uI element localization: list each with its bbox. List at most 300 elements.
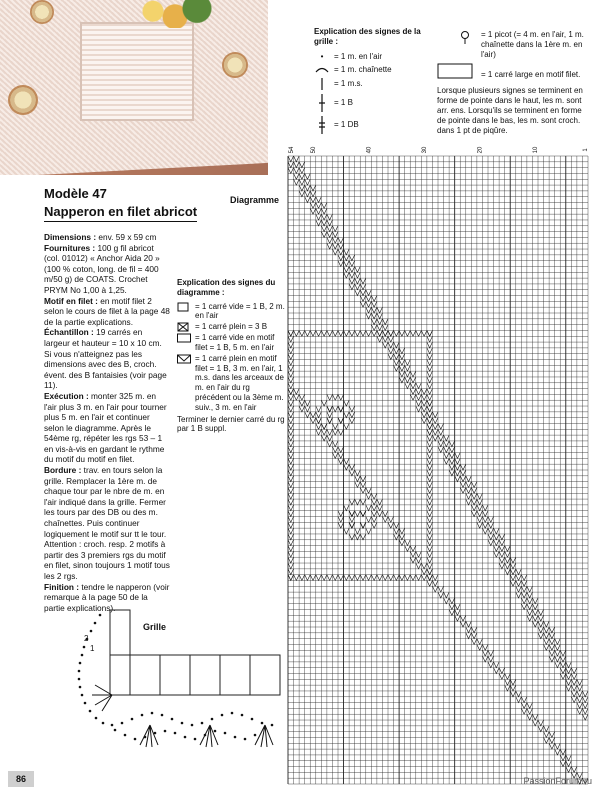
column-label: 20 [477, 146, 484, 154]
filled-cell-mark [405, 365, 411, 371]
filled-cell-mark [366, 296, 372, 302]
filled-cell-mark [332, 232, 338, 238]
filled-cell-mark [327, 394, 333, 400]
instruction-label: Dimensions : [44, 232, 97, 242]
filled-cell-mark [477, 639, 483, 645]
filled-cell-mark [371, 313, 377, 319]
filled-cell-mark [360, 482, 366, 488]
napperon-photo [0, 0, 268, 175]
filled-cell-mark [432, 580, 438, 586]
filled-cell-mark [466, 493, 472, 499]
filled-cell-mark [488, 662, 494, 668]
filled-cell-mark [521, 598, 527, 604]
filled-cell-mark [332, 249, 338, 255]
filled-cell-mark [288, 389, 294, 395]
filled-cell-mark [355, 528, 361, 534]
wide-empty-rect-icon [177, 333, 191, 343]
legend-text: = 1 picot (= 4 m. en l'air, 1 m. chaînette dans la 1ère m. en l'air) [481, 30, 584, 59]
filled-cell-mark [427, 551, 433, 557]
filled-cell-mark [444, 453, 450, 459]
instruction-text: trav. en tours selon la grille. Remplacer la 1ère m. de chaque tour par le nbre de m. en l'air indiqué dans la grille. Fermer les tours par des DB ou des m. chaînettes. Puis continuer logiquement le motif sur tt le tour. Attention : croch. resp. 2 motifs à partir des 3 premiers rgs du motif en filet, sinon toujours 1 motif tous les 2 rgs. [44, 465, 170, 581]
filled-cell-mark [555, 656, 561, 662]
filled-cell-mark [410, 551, 416, 557]
legend-text: = 1 m. chaînette [334, 64, 392, 74]
filled-cell-mark [427, 354, 433, 360]
filled-cell-mark [327, 406, 333, 412]
filled-cell-mark [355, 482, 361, 488]
filled-cell-mark [544, 737, 550, 743]
filled-cell-mark [366, 575, 372, 581]
filled-cell-mark [438, 586, 444, 592]
filled-cell-mark [355, 511, 361, 517]
filled-cell-mark [305, 197, 311, 203]
filled-cell-mark [316, 208, 322, 214]
filled-cell-mark [288, 505, 294, 511]
filled-cell-mark [321, 232, 327, 238]
filled-cell-mark [427, 505, 433, 511]
grid-legend-title: Explication des signes de la grille : [314, 27, 421, 46]
filled-cell-mark [521, 586, 527, 592]
filled-cell-mark [427, 342, 433, 348]
filled-cell-mark [360, 284, 366, 290]
filled-cell-mark [427, 336, 433, 342]
filled-cell-mark [538, 627, 544, 633]
filled-cell-mark [482, 511, 488, 517]
filled-cell-mark [338, 418, 344, 424]
filled-cell-mark [427, 365, 433, 371]
filled-cell-mark [421, 575, 427, 581]
filled-cell-mark [427, 412, 433, 418]
filled-cell-mark [427, 476, 433, 482]
filled-cell-mark [288, 557, 294, 563]
filled-cell-mark [421, 569, 427, 575]
filled-cell-mark [338, 249, 344, 255]
filled-cell-mark [527, 598, 533, 604]
filled-cell-mark [316, 406, 322, 412]
filled-cell-mark [527, 586, 533, 592]
filled-cell-mark [494, 540, 500, 546]
filled-cell-mark [427, 441, 433, 447]
filled-cell-mark [560, 749, 566, 755]
filled-cell-mark [288, 330, 294, 336]
filled-cell-mark [288, 394, 294, 400]
filled-cell-mark [416, 551, 422, 557]
filled-cell-mark [366, 307, 372, 313]
filled-cell-mark [332, 441, 338, 447]
filled-cell-mark [499, 557, 505, 563]
filled-cell-mark [371, 330, 377, 336]
filled-cell-mark [427, 482, 433, 488]
filled-cell-mark [494, 662, 500, 668]
wide-v-rect-icon [177, 354, 191, 364]
filled-cell-mark [532, 615, 538, 621]
filled-cell-mark [377, 330, 383, 336]
filled-cell-mark [477, 505, 483, 511]
filled-cell-mark [344, 249, 350, 255]
filled-cell-mark [499, 563, 505, 569]
filled-cell-mark [360, 278, 366, 284]
filled-cell-mark [332, 243, 338, 249]
filled-cell-mark [355, 290, 361, 296]
filled-cell-mark [499, 534, 505, 540]
filled-cell-mark [321, 400, 327, 406]
filled-cell-mark [288, 563, 294, 569]
filled-cell-mark [360, 511, 366, 517]
filled-cell-mark [355, 476, 361, 482]
filled-cell-mark [421, 412, 427, 418]
filled-cell-mark [316, 214, 322, 220]
filled-cell-mark [555, 644, 561, 650]
filled-cell-mark [321, 226, 327, 232]
filled-cell-mark [360, 534, 366, 540]
filled-cell-mark [299, 394, 305, 400]
filled-cell-mark [544, 644, 550, 650]
grid-legend-extra [437, 30, 587, 136]
filled-cell-mark [482, 656, 488, 662]
filled-cell-mark [360, 296, 366, 302]
filled-cell-mark [394, 365, 400, 371]
filled-cell-mark [288, 499, 294, 505]
column-label: 10 [533, 146, 540, 154]
filled-cell-mark [294, 156, 300, 162]
filled-cell-mark [288, 360, 294, 366]
filled-cell-mark [416, 383, 422, 389]
filled-cell-mark [421, 406, 427, 412]
filled-cell-mark [549, 644, 555, 650]
filled-cell-mark [288, 406, 294, 412]
filled-cell-mark [516, 592, 522, 598]
filled-cell-mark [349, 511, 355, 517]
filled-cell-mark [382, 330, 388, 336]
filled-cell-mark [371, 575, 377, 581]
filled-cell-mark [349, 517, 355, 523]
filled-cell-mark [288, 418, 294, 424]
filled-cell-mark [377, 325, 383, 331]
filled-cell-mark [460, 615, 466, 621]
filled-cell-mark [288, 162, 294, 168]
filled-cell-mark [482, 644, 488, 650]
filled-cell-mark [427, 575, 433, 581]
filled-cell-mark [299, 173, 305, 179]
filled-cell-mark [438, 447, 444, 453]
filled-cell-mark [532, 610, 538, 616]
filled-cell-mark [521, 708, 527, 714]
filled-cell-mark [549, 627, 555, 633]
filled-cell-mark [466, 476, 472, 482]
empty-square-icon [177, 302, 191, 312]
filled-cell-mark [360, 511, 366, 517]
legend-text: = 1 m. en l'air [334, 51, 382, 61]
filled-cell-mark [299, 330, 305, 336]
filled-cell-mark [477, 511, 483, 517]
filled-cell-mark [349, 412, 355, 418]
filled-cell-mark [316, 418, 322, 424]
filled-cell-mark [427, 418, 433, 424]
filled-cell-mark [288, 470, 294, 476]
filled-cell-mark [455, 470, 461, 476]
filled-cell-mark [449, 447, 455, 453]
filled-cell-mark [505, 551, 511, 557]
filled-cell-mark [527, 592, 533, 598]
filled-cell-mark [488, 517, 494, 523]
filled-cell-mark [288, 365, 294, 371]
filled-cell-mark [427, 517, 433, 523]
instruction-paragraph [44, 465, 170, 582]
filled-cell-mark [566, 685, 572, 691]
filled-cell-mark [449, 453, 455, 459]
filled-cell-mark [532, 598, 538, 604]
filled-cell-mark [338, 243, 344, 249]
filled-cell-mark [327, 232, 333, 238]
filled-cell-mark [382, 330, 388, 336]
filled-cell-mark [394, 575, 400, 581]
filled-cell-mark [427, 383, 433, 389]
filled-cell-mark [427, 493, 433, 499]
legend-text: = 1 m.s. [334, 79, 363, 88]
filled-cell-mark [360, 301, 366, 307]
grid-legend-item [314, 63, 434, 76]
filled-cell-mark [532, 720, 538, 726]
filled-cell-mark [394, 354, 400, 360]
filled-cell-mark [582, 708, 588, 714]
filled-cell-mark [516, 697, 522, 703]
filled-cell-mark [349, 522, 355, 528]
filled-cell-mark [288, 400, 294, 406]
filled-cell-mark [288, 482, 294, 488]
wide-square-legend [437, 62, 587, 82]
grille-row-number-1: 1 [90, 644, 95, 653]
filled-cell-mark [382, 511, 388, 517]
diagram-legend-footer: Terminer le dernier carré du rg par 1 B suppl. [177, 414, 285, 434]
filled-cell-mark [388, 336, 394, 342]
filled-cell-mark [382, 325, 388, 331]
filled-cell-mark [471, 505, 477, 511]
filled-cell-mark [349, 522, 355, 528]
filled-cell-mark [288, 168, 294, 174]
filled-cell-mark [332, 453, 338, 459]
filled-cell-mark [427, 534, 433, 540]
filled-cell-mark [310, 197, 316, 203]
filled-cell-mark [355, 266, 361, 272]
filled-cell-mark [521, 604, 527, 610]
filled-cell-mark [510, 691, 516, 697]
filled-cell-mark [338, 517, 344, 523]
filled-cell-mark [399, 354, 405, 360]
filled-cell-mark [377, 499, 383, 505]
filled-cell-mark [321, 330, 327, 336]
filled-cell-mark [310, 191, 316, 197]
filled-cell-mark [571, 668, 577, 674]
filled-cell-mark [477, 499, 483, 505]
filled-cell-mark [288, 423, 294, 429]
filled-cell-mark [427, 423, 433, 429]
filled-cell-mark [571, 691, 577, 697]
filled-cell-mark [432, 423, 438, 429]
filled-cell-mark [560, 662, 566, 668]
filled-cell-mark [305, 185, 311, 191]
instruction-paragraph [44, 232, 170, 243]
filled-cell-mark [432, 575, 438, 581]
diagram-legend-item [177, 354, 287, 413]
instruction-label: Échantillon : [44, 327, 94, 338]
filled-cell-mark [549, 639, 555, 645]
filled-cell-mark [288, 330, 294, 336]
filled-cell-mark [538, 615, 544, 621]
filled-cell-mark [510, 557, 516, 563]
filled-cell-mark [327, 418, 333, 424]
filled-cell-mark [338, 255, 344, 261]
filled-cell-mark [582, 703, 588, 709]
filled-cell-mark [321, 429, 327, 435]
filled-cell-mark [566, 668, 572, 674]
filled-cell-mark [566, 761, 572, 767]
diagram-legend-item [177, 322, 287, 332]
filled-cell-mark [510, 580, 516, 586]
filled-cell-mark [505, 546, 511, 552]
filled-cell-mark [394, 522, 400, 528]
filled-cell-mark [488, 656, 494, 662]
filled-cell-mark [488, 540, 494, 546]
filled-cell-mark [321, 423, 327, 429]
filled-cell-mark [544, 621, 550, 627]
filled-cell-mark [332, 237, 338, 243]
filled-cell-mark [355, 278, 361, 284]
filled-cell-mark [332, 429, 338, 435]
filled-cell-mark [438, 592, 444, 598]
filled-cell-mark [371, 511, 377, 517]
filled-cell-mark [427, 377, 433, 383]
model-heading [44, 186, 224, 222]
filled-cell-mark [316, 423, 322, 429]
filled-cell-mark [416, 406, 422, 412]
filled-cell-mark [327, 418, 333, 424]
filled-cell-mark [344, 266, 350, 272]
filled-cell-mark [482, 522, 488, 528]
filled-cell-mark [560, 656, 566, 662]
filled-cell-mark [510, 563, 516, 569]
filled-cell-mark [555, 639, 561, 645]
filled-cell-mark [505, 679, 511, 685]
dot-icon: • [320, 51, 324, 61]
photo-ornament-left [8, 85, 38, 115]
filled-cell-mark [316, 220, 322, 226]
filled-cell-mark [344, 412, 350, 418]
filled-cell-mark [388, 517, 394, 523]
filled-cell-mark [427, 348, 433, 354]
filled-cell-mark [349, 266, 355, 272]
filled-cell-mark [288, 528, 294, 534]
filled-cell-mark [371, 522, 377, 528]
filled-cell-mark [377, 319, 383, 325]
filled-cell-mark [571, 697, 577, 703]
filled-cell-mark [438, 441, 444, 447]
filled-cell-mark [566, 767, 572, 773]
filled-cell-mark [327, 220, 333, 226]
filled-cell-mark [349, 255, 355, 261]
filled-cell-mark [455, 476, 461, 482]
filled-cell-mark [288, 575, 294, 581]
filled-cell-mark [344, 464, 350, 470]
filled-cell-mark [327, 418, 333, 424]
filled-cell-mark [566, 755, 572, 761]
filled-cell-mark [349, 470, 355, 476]
filled-cell-mark [299, 575, 305, 581]
filled-cell-mark [299, 179, 305, 185]
filled-cell-mark [377, 336, 383, 342]
filled-cell-mark [305, 330, 311, 336]
photo-ornament-top [30, 0, 54, 24]
filled-cell-mark [316, 418, 322, 424]
filled-cell-mark [482, 650, 488, 656]
filled-cell-mark [432, 435, 438, 441]
legend-text: = 1 carré plein en motif filet = 1 B, 3 m. en l'air, 1 m.s. dans les arceaux de m. en l'air du rg précédent ou la 3ème m. suiv., 3 m. en l'air [195, 353, 284, 412]
filled-cell-mark [366, 487, 372, 493]
filled-cell-mark [505, 685, 511, 691]
filled-cell-mark [327, 412, 333, 418]
filled-cell-mark [538, 610, 544, 616]
filled-cell-mark [444, 441, 450, 447]
filled-cell-mark [338, 406, 344, 412]
filled-cell-mark [577, 679, 583, 685]
filled-cell-mark [416, 563, 422, 569]
filled-cell-mark [516, 575, 522, 581]
filled-cell-mark [427, 569, 433, 575]
column-label: 54 [288, 146, 295, 154]
filled-cell-mark [405, 383, 411, 389]
filled-cell-mark [394, 342, 400, 348]
filled-cell-mark [299, 162, 305, 168]
filled-cell-mark [360, 487, 366, 493]
filled-cell-mark [455, 604, 461, 610]
filled-cell-mark [321, 435, 327, 441]
filled-cell-mark [571, 685, 577, 691]
filled-cell-mark [310, 330, 316, 336]
filled-cell-mark [338, 261, 344, 267]
instruction-text: 19 carrés en largeur et hauteur = 10 x 10 cm. Si vous n'atteignez pas les dimensions avec des B, croch. évent. des B fantaisies (voir page 11). [44, 327, 167, 391]
filled-cell-mark [344, 423, 350, 429]
filled-cell-mark [388, 342, 394, 348]
filled-cell-mark [527, 615, 533, 621]
column-label: 30 [422, 146, 429, 154]
watermark: PassionForum.ru [523, 776, 592, 786]
filled-cell-mark [288, 156, 294, 162]
filled-cell-mark [449, 610, 455, 616]
filled-cell-mark [460, 464, 466, 470]
filled-cell-mark [321, 208, 327, 214]
grille-cells [110, 610, 280, 695]
filled-cell-mark [499, 668, 505, 674]
filled-cell-mark [427, 447, 433, 453]
filled-cell-mark [427, 406, 433, 412]
filled-cell-mark [427, 412, 433, 418]
filled-cell-mark [294, 575, 300, 581]
filled-cell-mark [527, 604, 533, 610]
filled-cell-mark [416, 394, 422, 400]
filled-cell-mark [427, 330, 433, 336]
filled-cell-mark [471, 499, 477, 505]
filled-cell-mark [405, 377, 411, 383]
filled-cell-mark [516, 691, 522, 697]
filled-cell-mark [299, 400, 305, 406]
instruction-text: env. 59 x 59 cm [96, 232, 157, 242]
filled-cell-mark [582, 714, 588, 720]
filled-cell-mark [349, 261, 355, 267]
filled-cell-mark [427, 511, 433, 517]
column-label: 40 [366, 146, 373, 154]
filled-cell-mark [494, 546, 500, 552]
filled-cell-mark [427, 400, 433, 406]
filled-cell-mark [549, 656, 555, 662]
